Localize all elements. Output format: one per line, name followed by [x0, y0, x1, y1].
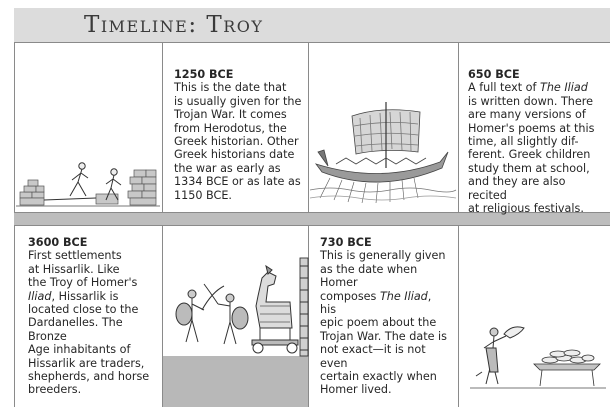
- entry-line: not exact—it is not even: [320, 343, 426, 370]
- entry-line: are many versions of: [468, 108, 586, 122]
- entry-line: This is generally given: [320, 249, 446, 263]
- entry-line: breeders.: [28, 383, 82, 397]
- entry-line: Dardanelles. The Bronze: [28, 316, 123, 343]
- entry-line: [468, 81, 596, 94]
- entry-line: Hissarlik are traders,: [28, 356, 145, 370]
- entry-line: at Hissarlik. Like: [28, 262, 120, 276]
- entry-text: [468, 81, 596, 215]
- entry-line: Age inhabitants of: [28, 343, 131, 357]
- entry-line-suffix: , his: [320, 289, 432, 317]
- page-title: Timeline: Troy: [84, 12, 264, 38]
- entry-line-prefix: A full text of: [468, 81, 540, 95]
- entry-line: epic poem about the: [320, 316, 437, 330]
- entry-line: Homer's poems at this: [468, 121, 595, 135]
- entry-text: [28, 249, 156, 396]
- ground-strip: [163, 356, 308, 407]
- scroll-reader-illustration: [470, 312, 606, 392]
- entry-1250-bce: [174, 68, 302, 202]
- entry-line: is usually given for the: [174, 94, 302, 108]
- book-title: The Iliad: [540, 81, 588, 95]
- entry-year: 650 BCE: [468, 68, 520, 81]
- entry-line: as the date when Homer: [320, 262, 418, 290]
- entry-line: from Herodotus, the: [174, 121, 287, 135]
- entry-730-bce: [320, 236, 448, 397]
- entry-line: 1150 BCE.: [174, 188, 232, 202]
- entry-line: located close to the: [28, 303, 139, 317]
- entry-650-bce: [468, 68, 596, 215]
- entry-line: shepherds, and horse: [28, 370, 150, 384]
- entry-line: ferent. Greek children: [468, 148, 591, 162]
- entry-line: [28, 290, 156, 303]
- entry-line: 1334 BCE or as late as: [174, 175, 301, 189]
- book-title: Iliad: [28, 289, 52, 303]
- entry-line-suffix: , Hissarlik is: [51, 289, 119, 303]
- title-bar: [14, 8, 610, 43]
- entry-line: the Troy of Homer's: [28, 276, 138, 290]
- entry-line: First settlements: [28, 249, 122, 263]
- entry-line: This is the date that: [174, 81, 287, 95]
- book-title: The Iliad: [379, 289, 428, 303]
- entry-line: Greek historians date: [174, 148, 295, 162]
- entry-line: study them at school,: [468, 161, 590, 175]
- entry-year: 1250 BCE: [174, 68, 234, 81]
- entry-line: Greek historian. Other: [174, 135, 299, 149]
- entry-line: the war as early as: [174, 161, 281, 175]
- entry-line: Trojan War. The date is: [320, 329, 447, 343]
- entry-text: [320, 249, 448, 396]
- entry-line: [320, 290, 448, 317]
- entry-year: 730 BCE: [320, 236, 372, 249]
- entry-line: at religious festivals.: [468, 202, 584, 216]
- stone-haulers-illustration: [16, 150, 160, 212]
- entry-line: Homer lived.: [320, 383, 392, 397]
- entry-line: is written down. There: [468, 94, 593, 108]
- greek-ship-illustration: [310, 98, 456, 210]
- entry-line: time, all slightly dif-: [468, 135, 579, 149]
- entry-line-prefix: composes: [320, 289, 380, 303]
- entry-3600-bce: [28, 236, 156, 397]
- entry-line: certain exactly when: [320, 370, 437, 384]
- entry-text: [174, 81, 302, 202]
- trojan-horse-illustration: [164, 256, 310, 360]
- entry-line: and they are also recited: [468, 175, 566, 202]
- entry-line: Trojan War. It comes: [174, 108, 287, 122]
- entry-year: 3600 BCE: [28, 236, 88, 249]
